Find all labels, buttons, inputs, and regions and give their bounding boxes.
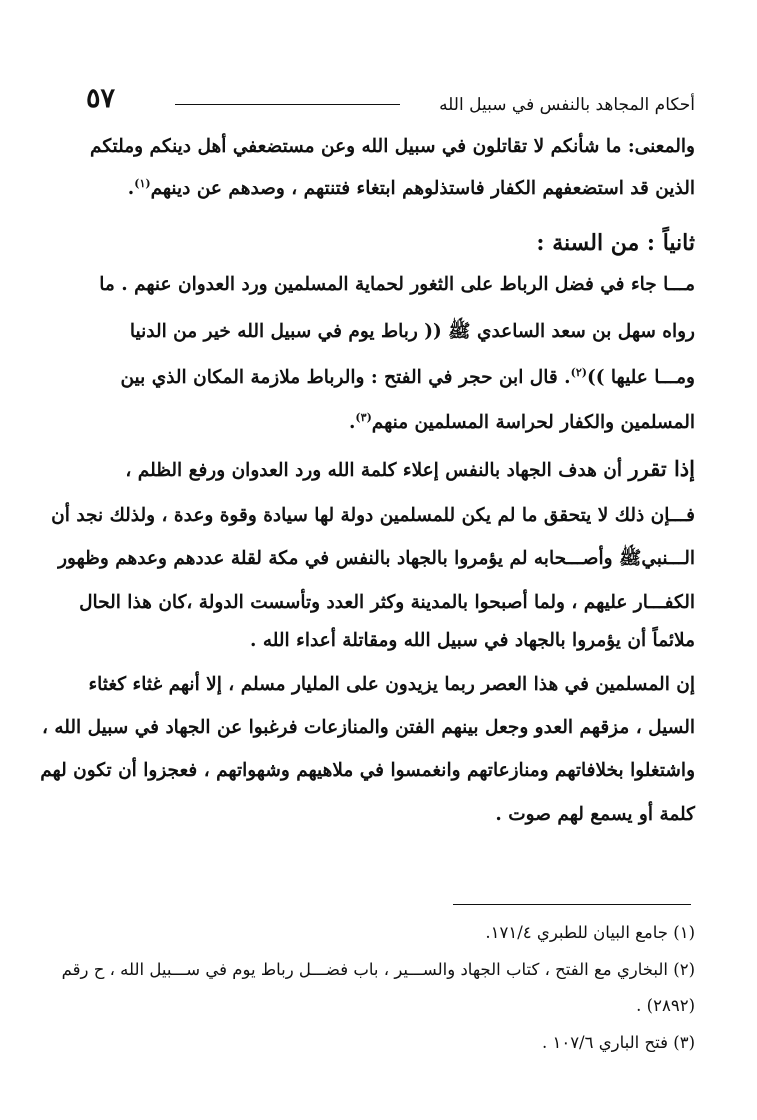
paragraph-3-line-5 [250,626,695,656]
text-run: . [348,412,356,433]
paragraph-1-line-2 [128,174,695,204]
text-run: السيل ، مزقهم العدو وجعل بينهم الفتن والمنازعات فرغبوا عن الجهاد في سبيل الله ، [41,717,695,738]
paragraph-3-line-1 [125,454,695,486]
text-run: كلمة أو يسمع لهم صوت . [495,804,695,825]
text-run: مـــا جاء في فضل الرباط على الثغور لحماية المسلمين ورد العدوان عنهم . ما [99,274,695,295]
running-header-title: أحكام المجاهد بالنفس في سبيل الله [439,95,695,115]
footnote-2-line-1: (٢) البخاري مع الفتح ، كتاب الجهاد والســـير ، باب فضـــل رباط يوم في ســـبيل الله ، ح رقم [61,960,695,979]
text-run: . [127,178,135,199]
paragraph-3-line-3 [58,544,695,574]
text-run: . قال ابن حجر في الفتح : والرباط ملازمة المكان الذي بين [120,367,571,388]
footnote-2-line-2: (٢٨٩٢) . [636,996,695,1015]
paragraph-2-line-4 [349,408,695,438]
header-rule [175,104,400,105]
text-run: والمعنى: ما شأنكم لا تقاتلون في سبيل الله وعن مستضعفي أهل دينكم وملتكم [90,136,695,157]
footnote-separator [453,904,691,905]
paragraph-4-line-3 [40,756,695,786]
page-number: ٥٧ [86,83,116,114]
text-run: ملائماً أن يؤمروا بالجهاد في سبيل الله ومقاتلة أعداء الله . [249,630,695,651]
text-run: فـــإن ذلك لا يتحقق ما لم يكن للمسلمين دولة لها سيادة وقوة وعدة ، ولذلك نجد أن [51,505,695,526]
paragraph-4-line-2 [42,713,695,743]
text-run: أن هدف الجهاد بالنفس إعلاء كلمة الله ورد العدوان ورفع الظلم ، [125,460,629,481]
text-run: إن المسلمين في هذا العصر ربما يزيدون على المليار مسلم ، إلا أنهم غثاء كغثاء [88,674,695,695]
text-run: المسلمين والكفار لحراسة المسلمين منهم [371,412,695,433]
paragraph-4-line-1 [88,670,695,700]
text-run: رواه سهل بن سعد الساعدي ﷺ (( رباط يوم في سبيل الله خير من الدنيا [129,321,695,342]
paragraph-3-line-4 [79,588,695,618]
paragraph-4-line-4 [495,800,695,830]
text-run: الـــنبيﷺ وأصـــحابه لم يؤمروا بالجهاد بالنفس في مكة لقلة عددهم وعدهم وظهور [58,548,695,569]
footnote-3: (٣) فتح الباري ١٠٧/٦ . [541,1033,695,1052]
lead-phrase: إذا تقرر [628,456,695,481]
footnote-ref-2: (٢) [570,365,587,379]
text-run: الكفـــار عليهم ، ولما أصبحوا بالمدينة وكثر العدد وتأسست الدولة ،كان هذا الحال [79,592,695,613]
text-run: ومـــا عليها )) [586,367,695,388]
text-run: واشتغلوا بخلافاتهم ومنازعاتهم وانغمسوا في ملاهيهم وشهواتهم ، فعجزوا أن تكون لهم [40,760,695,781]
paragraph-3-line-2 [51,501,695,531]
footnote-1: (١) جامع البيان للطبري ١٧١/٤. [485,923,695,942]
paragraph-2-line-2 [130,317,695,347]
footnote-ref-3: (٣) [355,410,372,424]
footnote-ref-1: (١) [134,176,151,190]
paragraph-2-line-1 [99,270,695,300]
paragraph-1-line-1 [90,132,695,162]
section-heading-sunnah: ثانياً : من السنة : [536,230,695,256]
text-run: الذين قد استضعفهم الكفار فاستذلوهم ابتغاء فتنتهم ، وصدهم عن دينهم [150,178,695,199]
paragraph-2-line-3 [120,363,695,393]
